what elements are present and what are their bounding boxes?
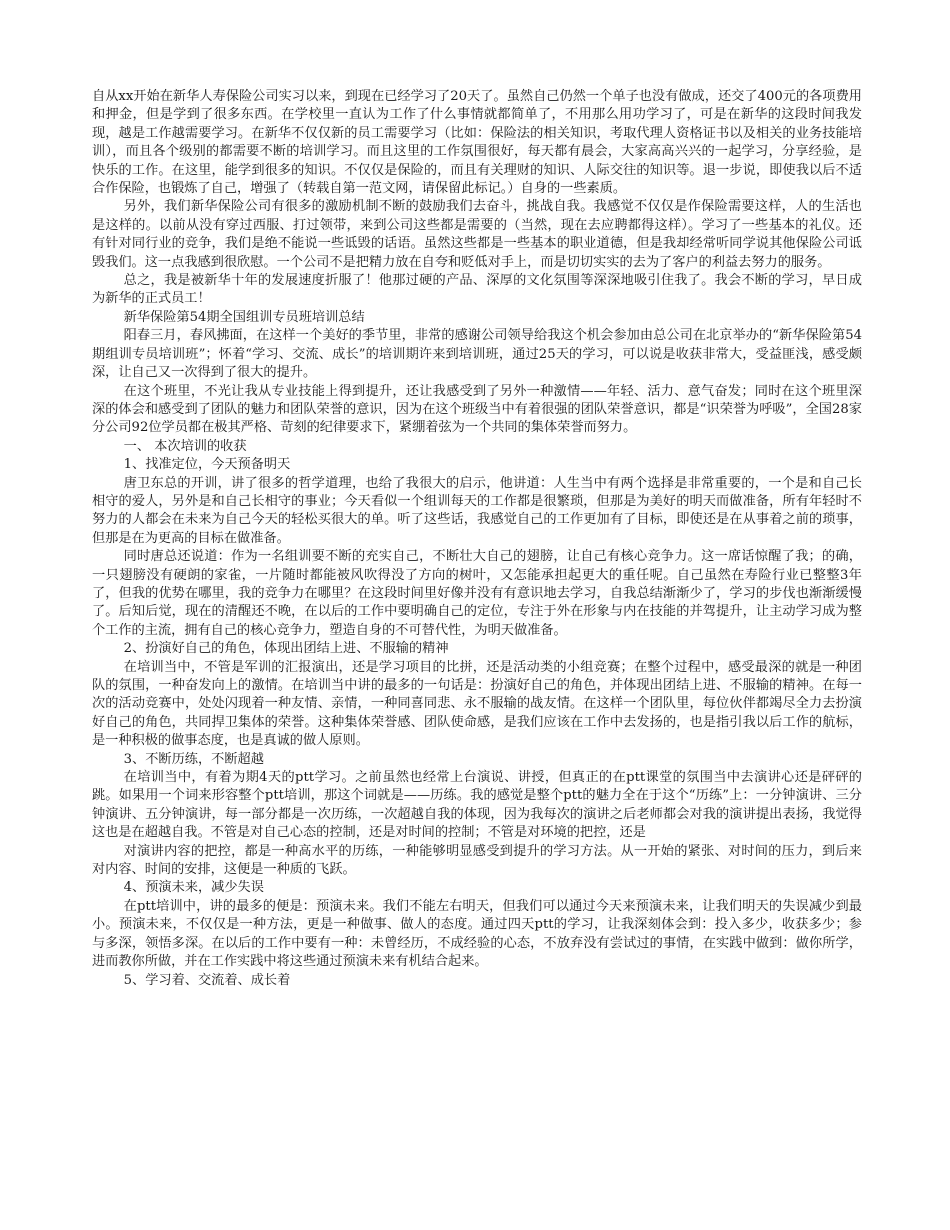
paragraph: 阳春三月，春风拂面，在这样一个美好的季节里，非常的感谢公司领导给我这个机会参加由总公司在北京举办的“新华保险第54期组训专员培训班”；怀着“学习、交流、成长”的培训期许来到培训班，通过25天的学习，可以说是收获非常大，受益匪浅，感受颇深，让自己又一次得到了很大的提升。 xyxy=(92,328,862,381)
paragraph: 自从xx开始在新华人寿保险公司实习以来，到现在已经学习了20天了。虽然自己仍然一个单子也没有做成，还交了400元的各项费用和押金，但是学到了很多东西。在学校里一直认为工作了什么事情就都简单了，不用那么用功学习了，可是在新华的这段时间我发现，越是工作越需要学习。在新华不仅仅新的员工需要学习（比如：保险法的相关知识，考取代理人资格证书以及相关的业务技能培训），而且各个级别的都需要不断的培训学习。而且这里的工作氛围很好，每天都有晨会，大家高高兴兴的一起学习，分享经验，是快乐的工作。在这里，能学到很多的知识。不仅仅是保险的，而且有关理财的知识、人际交往的知识等。退一步说，即使我以后不适合作保险，也锻炼了自己，增强了（转载自第一范文网，请保留此标记。）自身的一些素质。 xyxy=(92,89,862,197)
paragraph: 在这个班里，不光让我从专业技能上得到提升，还让我感受到了另外一种激情——年轻、活力、意气奋发；同时在这个班里深深的体会和感受到了团队的魅力和团队荣誉的意识，因为在这个班级当中有着很强的团队荣誉意识，都是“识荣誉为呼吸”，全国28家分公司92位学员都在极其严格、苛刻的纪律要求下，紧绷着弦为一个共同的集体荣誉而努力。 xyxy=(92,383,862,436)
section-heading: 一、 本次培训的收获 xyxy=(123,438,247,454)
paragraph: 唐卫东总的开训，讲了很多的哲学道理，也给了我很大的启示，他讲道：人生当中有两个选择是非常重要的，一个是和自己长相守的爱人，另外是和自己长相守的事业；今天看似一个组训每天的工作都是很繁琐，但那是为美好的明天而做准备，所有年轻时不努力的人都会在未来为自己今天的轻松买很大的单。听了这些话，我感觉自己的工作更加有了目标，即使还是在从事着之前的琐事，但那是在为更高的目标在做准备。 xyxy=(92,475,862,546)
paragraph: 另外，我们新华保险公司有很多的激励机制不断的鼓励我们去奋斗，挑战自我。我感觉不仅仅是作保险需要这样，人的生活也是这样的。以前从没有穿过西服、打过领带，来到公司这些都是需要的（当然，现在去应聘都得这样）。学习了一些基本的礼仪。还有针对同行业的竞争，我们是绝不能说一些诋毁的话语。虽然这些都是一些基本的职业道德，但是我却经常听同学说其他保险公司诋毁我们。这一点我感到很欣慰。一个公司不是把精力放在自夸和贬低对手上，而是切切实实的去为了客户的利益去努力的服务。 xyxy=(92,199,862,270)
paragraph: 在ptt培训中，讲的最多的便是：预演未来。我们不能左右明天，但我们可以通过今天来预演未来，让我们明天的失误减少到最小。预演未来，不仅仅是一种方法，更是一种做事、做人的态度。通过四天ptt的学习，让我深刻体会到：投入多少，收获多少；参与多深，领悟多深。在以后的工作中要有一种：未曾经历，不成经验的心态，不放弃没有尝试过的事情，在实践中做到：做你所学，进而教你所做，并在工作实践中将这些通过预演未来有机结合起来。 xyxy=(92,898,862,970)
section-title: 新华保险第54期全国组训专员班培训总结 xyxy=(123,309,365,325)
subheading: 5、学习着、交流着、成长着 xyxy=(123,972,291,988)
subheading: 4、预演未来，减少失误 xyxy=(123,880,264,896)
document-body xyxy=(92,88,862,990)
paragraph: 对演讲内容的把控，都是一种高水平的历练，一种能够明显感受到提升的学习方法。从一开始的紧张、对时间的压力，到后来对内容、时间的安排，这便是一种质的飞跃。 xyxy=(92,843,862,878)
paragraph: 在培训当中，不管是军训的汇报演出，还是学习项目的比拼，还是活动类的小组竞赛；在整个过程中，感受最深的就是一种团队的氛围，一种奋发向上的激情。在培训当中讲的最多的一句话是：扮演好自己的角色，并体现出团结上进、不服输的精神。在每一次的活动竞赛中，处处闪现着一种友情、亲情，一种同喜同悲、永不服输的战友情。在这样一个团队里，每位伙伴都竭尽全力去扮演好自己的角色，共同捍卫集体的荣誉。这种集体荣誉感、团队使命感，是我们应该在工作中去发扬的，也是指引我以后工作的航标，是一种积极的做事态度，也是真诚的做人原则。 xyxy=(92,659,862,749)
paragraph: 总之，我是被新华十年的发展速度折服了！他那过硬的产品、深厚的文化氛围等深深地吸引住我了。我会不断的学习，早日成为新华的正式员工！ xyxy=(92,273,862,307)
subheading: 2、扮演好自己的角色，体现出团结上进、不服输的精神 xyxy=(123,641,449,657)
subheading: 3、不断历练，不断超越 xyxy=(123,751,264,767)
paragraph: 在培训当中，有着为期4天的ptt学习。之前虽然也经常上台演说、讲授，但真正的在ptt课堂的氛围当中去演讲心还是砰砰的跳。如果用一个词来形容整个ptt培训，那这个词就是——历练。我的感觉是整个ptt的魅力全在于这个“历练”上：一分钟演讲、三分钟演讲、五分钟演讲，每一部分都是一次历练，一次超越自我的体现，因为我每次的演讲之后老师都会对我的演讲提出表扬，我觉得这也是在超越自我。不管是对自己心态的控制，还是对时间的控制；不管是对环境的把控，还是 xyxy=(92,770,862,841)
subheading: 1、找准定位，今天预备明天 xyxy=(123,457,291,473)
paragraph: 同时唐总还说道：作为一名组训要不断的充实自己，不断壮大自己的翅膀，让自己有核心竞争力。这一席话惊醒了我；的确，一只翅膀没有硬朗的家雀，一片随时都能被风吹得没了方向的树叶，又怎能承担起更大的重任呢。自己虽然在寿险行业已整整3年了，但我的优势在哪里，我的竞争力在哪里？在这段时间里好像并没有有意识地去学习，自我总结渐渐少了，学习的步伐也渐渐缓慢了。后知后觉，现在的清醒还不晚，在以后的工作中要明确自己的定位，专注于外在形象与内在技能的并驾提升，让主动学习成为整个工作的主流，拥有自己的核心竞争力，塑造自身的不可替代性，为明天做准备。 xyxy=(92,549,862,638)
